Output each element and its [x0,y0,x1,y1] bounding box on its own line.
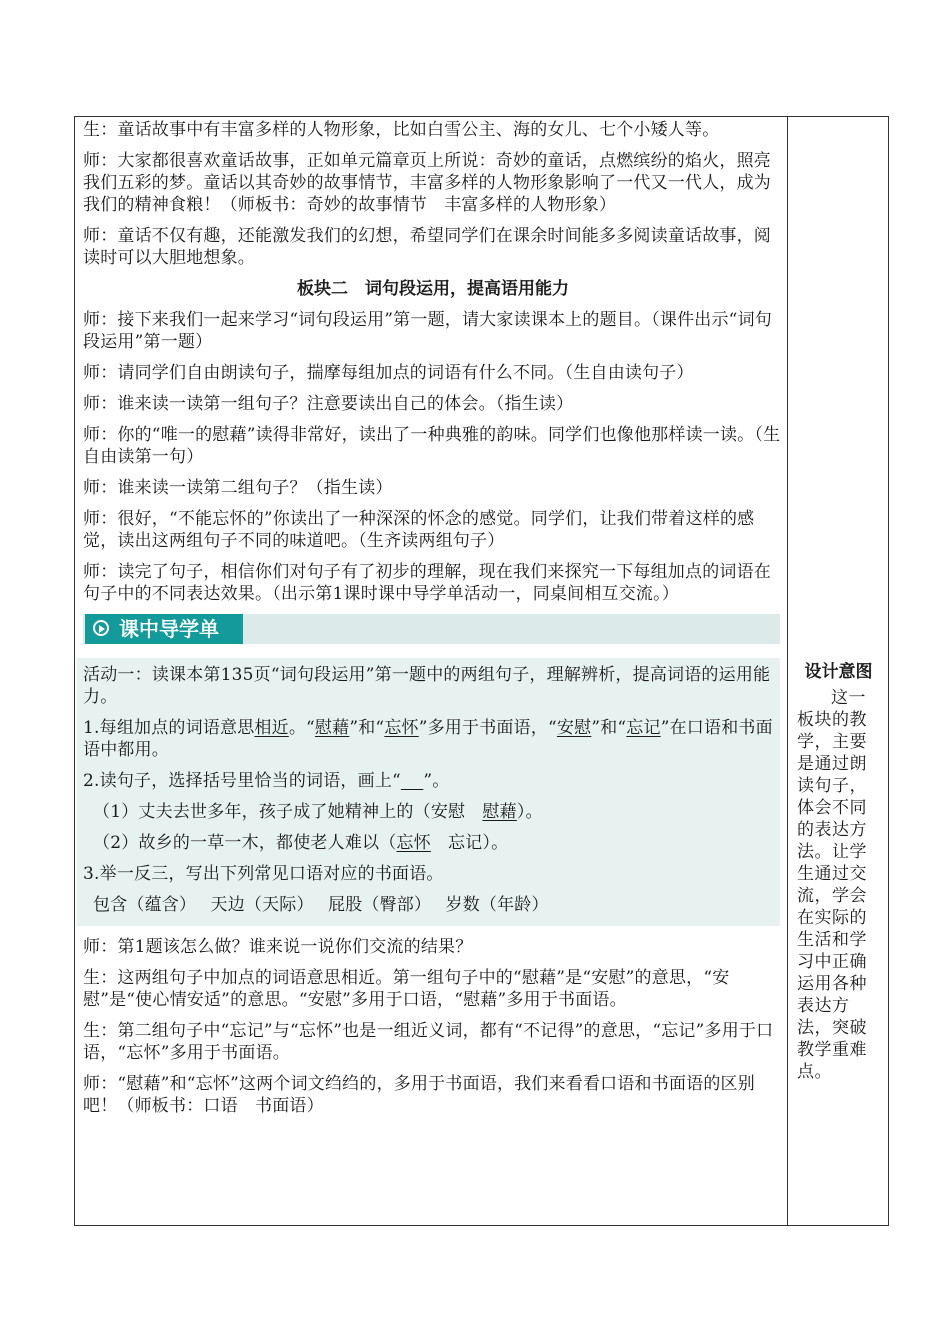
paragraph: 师：请同学们自由朗读句子，揣摩每组加点的词语有什么不同。（生自由读句子） [83,363,694,383]
guide-sheet-box [77,658,780,926]
paragraph: 生：第二组句子中“忘记”与“忘怀”也是一组近义词，都有“不记得”的意思，“忘记”多用于口语，“忘怀”多用于书面语。 [83,1021,774,1063]
underline-mark [401,770,423,792]
design-intent-text: 这一板块的教学，主要是通过朗读句子，体会不同的表达方法。让学生通过交流，学会在实际的生活和学习中正确运用各种表达方法，突破教学重难点。 [797,688,867,1082]
column-divider [787,117,788,1225]
question-3: 3.举一反三，写出下列常见口语对应的书面语。 [83,864,444,884]
question-2: 2.读句子，选择括号里恰当的词语，画上“ ”。 [83,771,450,791]
answer-blank: 忘记 [626,718,661,738]
guide-sheet-banner [83,614,780,644]
answer-blank: 相近 [254,718,289,738]
paragraph: 师：读完了句子，相信你们对句子有了初步的理解，现在我们来探究一下每组加点的词语在句子中的不同表达效果。（出示第1课时课中导学单活动一，同桌间相互交流。） [83,562,771,604]
activity-instruction: 活动一：读课本第135页“词句段运用”第一题中的两组句子，理解辨析，提高词语的运用能力。 [83,665,771,707]
design-intent-title: 设计意图 [804,662,873,682]
lesson-table [74,116,889,1226]
paragraph: 师：接下来我们一起来学习“词句段运用”第一题，请大家读课本上的题目。（课件出示“词句段运用”第一题） [83,310,772,352]
play-circle-icon [93,620,109,636]
answer-blank: 慰藉 [314,718,350,738]
question-2-sentence-2: （2）故乡的一草一木，都使老人难以（忘怀 忘记）。 [93,833,509,853]
paragraph: 生：童话故事中有丰富多样的人物形象，比如白雪公主、海的女儿、七个小矮人等。 [83,120,720,140]
question-1: 1.每组加点的词语意思相近。“慰藉”和“忘怀”多用于书面语，“安慰”和“忘记”在口语和书面语中都用。 [83,718,773,760]
paragraph: 师：你的“唯一的慰藉”读得非常好，读出了一种典雅的韵味。同学们也像他那样读一读。（生自由读第一句） [83,425,781,467]
paragraph: 师：谁来读一读第一组句子？注意要读出自己的体会。（指生读） [83,394,574,414]
guide-sheet-label: 课中导学单 [85,614,243,644]
design-intent-column [789,117,888,1225]
paragraph: 师：童话不仅有趣，还能激发我们的幻想，希望同学们在课余时间能多多阅读童话故事，阅读时可以大胆地想象。 [83,226,771,268]
paragraph: 生：这两组句子中加点的词语意思相近。第一组句子中的“慰藉”是“安慰”的意思，“安慰”是“使心情安适”的意思。“安慰”多用于口语，“慰藉”多用于书面语。 [83,968,730,1010]
paragraph: 师：大家都很喜欢童话故事，正如单元篇章页上所说：奇妙的童话，点燃缤纷的焰火，照亮我们五彩的梦。童话以其奇妙的故事情节，丰富多样的人物形象影响了一代又一代人，成为我们的精神食粮！（师板书：奇妙的故事情节 丰富多样的人物形象） [83,151,771,215]
paragraph: 师：谁来读一读第二组句子？（指生读） [83,478,393,498]
question-2-sentence-1: （1）丈夫去世多年，孩子成了她精神上的（安慰 慰藉）。 [93,802,543,822]
section-heading: 板块二 词句段运用，提高语用能力 [297,279,569,299]
question-3-answers: 包含（蕴含） 天边（天际） 屁股（臀部） 岁数（年龄） [93,895,549,915]
lesson-content-column [83,119,783,1126]
answer-blank: 忘怀 [384,718,419,738]
paragraph: 师：很好，“不能忘怀的”你读出了一种深深的怀念的感觉。同学们，让我们带着这样的感觉，读出这两组句子不同的味道吧。（生齐读两组句子） [83,509,755,551]
paragraph: 师：第1题该怎么做？谁来说一说你们交流的结果？ [83,937,473,957]
paragraph: 师：“慰藉”和“忘怀”这两个词文绉绉的，多用于书面语，我们来看看口语和书面语的区别吧！（师板书：口语 书面语） [83,1074,755,1116]
answer-blank: 安慰 [556,718,592,738]
answer-choice: 忘怀 [396,833,431,853]
answer-choice: 慰藉 [482,802,517,822]
